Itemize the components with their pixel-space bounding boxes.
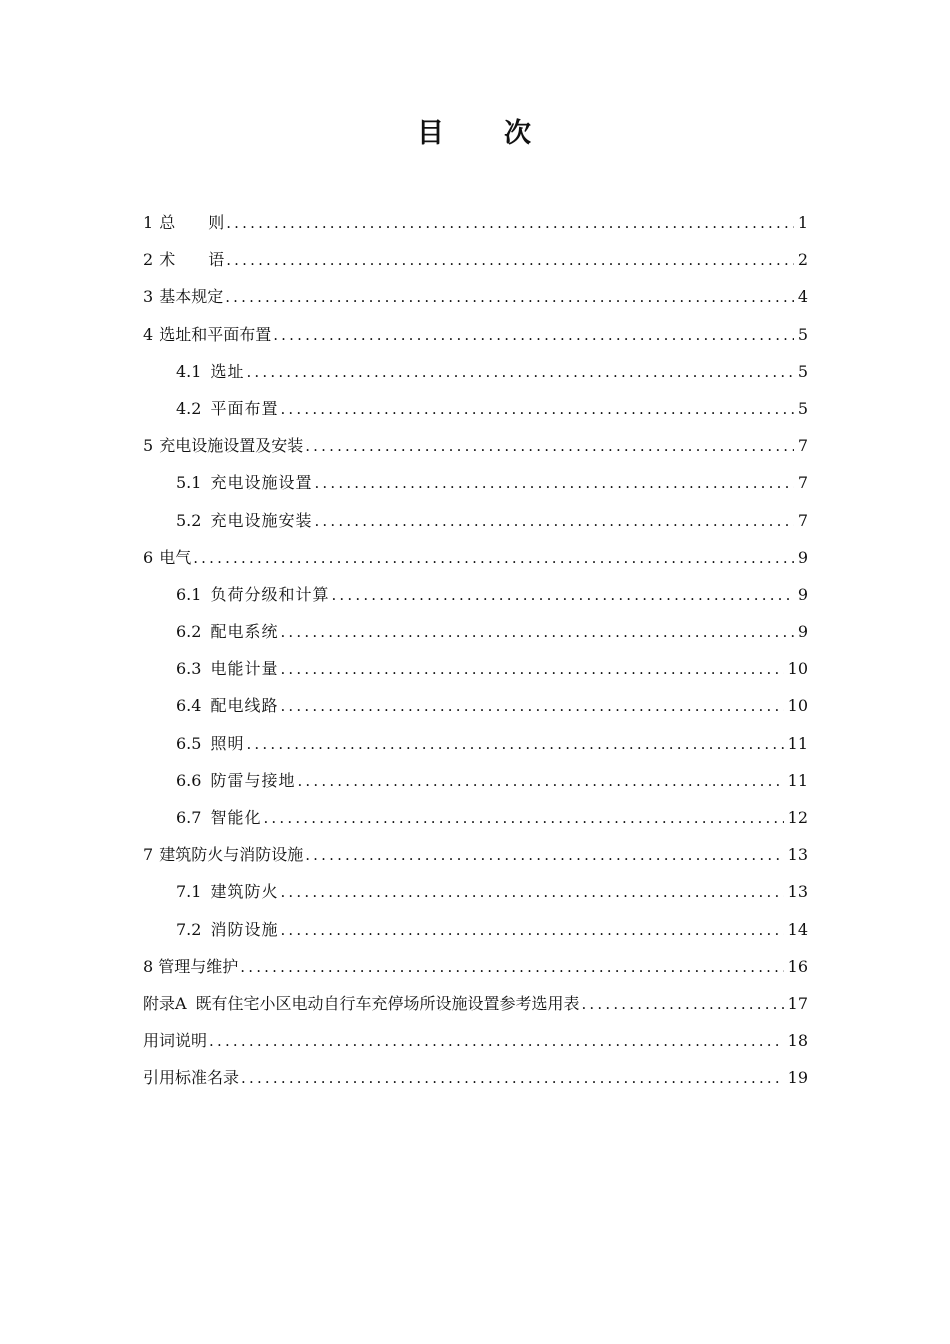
toc-entry-number: 6.4 <box>176 696 202 716</box>
toc-entry-label: 配电线路 <box>210 696 279 716</box>
toc-entry-appendix-a[interactable] <box>143 985 808 1022</box>
toc-entry-label: 电能计量 <box>210 659 279 679</box>
toc-entry-number: 7.1 <box>176 882 202 902</box>
toc-entry-5-2[interactable] <box>143 502 808 539</box>
dot-leader <box>280 912 783 948</box>
toc-entry-label: 引用标准名录 <box>143 1068 240 1088</box>
toc-entry-5[interactable] <box>143 427 808 464</box>
toc-page-number: 17 <box>787 993 808 1013</box>
toc-entry-label: 建筑防火 <box>210 882 279 902</box>
toc-entry-4-2[interactable] <box>143 390 808 427</box>
toc-entry-7[interactable] <box>143 836 808 873</box>
toc-entry-4-1[interactable] <box>143 353 808 390</box>
dot-leader <box>226 242 794 278</box>
dot-leader <box>305 428 794 464</box>
dot-leader <box>581 986 783 1022</box>
dot-leader <box>280 874 783 910</box>
toc-entry-number: 5 <box>143 436 154 456</box>
toc-entry-wording[interactable] <box>143 1022 808 1059</box>
toc-entry-label: 充电设施安装 <box>210 510 313 530</box>
dot-leader <box>280 688 783 724</box>
toc-page-number: 9 <box>797 584 808 604</box>
toc-entry-number: 7 <box>143 845 154 865</box>
toc-page-number: 7 <box>797 510 808 530</box>
toc-entry-7-2[interactable] <box>143 911 808 948</box>
toc-entry-label <box>159 241 224 278</box>
toc-page-number: 7 <box>797 436 808 456</box>
toc-page-number: 10 <box>787 696 808 716</box>
dot-leader <box>280 614 793 650</box>
toc-page-number: 12 <box>787 808 808 827</box>
toc-entry-label: 用词说明 <box>143 1031 208 1051</box>
toc-entry-6-3[interactable] <box>143 650 808 687</box>
toc-entry-6-2[interactable] <box>143 613 808 650</box>
dot-leader <box>314 465 793 501</box>
toc-entry-number: 附录A <box>143 993 187 1013</box>
dot-leader <box>209 1023 784 1059</box>
dot-leader <box>273 317 794 353</box>
toc-entry-number: 6.3 <box>176 659 202 679</box>
dot-leader <box>314 503 793 539</box>
table-of-contents <box>143 204 808 1097</box>
toc-page-number: 4 <box>797 287 808 307</box>
dot-leader <box>241 1060 784 1096</box>
toc-page-number: 11 <box>787 733 808 753</box>
toc-entry-label: 配电系统 <box>210 622 279 642</box>
toc-entry-number: 7.2 <box>176 919 202 939</box>
toc-entry-label: 平面布置 <box>210 398 279 418</box>
toc-entry-number: 2 <box>143 250 154 270</box>
toc-entry-label: 防雷与接地 <box>210 770 296 790</box>
dot-leader <box>305 837 783 873</box>
toc-entry-number: 6.1 <box>176 584 202 604</box>
toc-page-number: 19 <box>787 1068 808 1088</box>
toc-page-number: 14 <box>787 919 808 939</box>
toc-entry-label: 消防设施 <box>210 919 279 939</box>
toc-entry-6[interactable] <box>143 539 808 576</box>
toc-entry-label: 充电设施设置及安装 <box>159 436 304 456</box>
toc-entry-7-1[interactable] <box>143 873 808 910</box>
dot-leader <box>280 391 793 427</box>
toc-page-number: 13 <box>787 882 808 902</box>
toc-entry-label: 既有住宅小区电动自行车充停场所设施设置参考选用表 <box>195 993 580 1013</box>
toc-page-number: 16 <box>787 956 808 976</box>
toc-entry-6-1[interactable] <box>143 576 808 613</box>
toc-entry-number: 3 <box>143 287 154 307</box>
toc-page-number: 2 <box>797 250 808 270</box>
toc-entry-number: 1 <box>143 213 154 232</box>
toc-entry-label: 智能化 <box>210 808 262 827</box>
toc-page-number: 18 <box>787 1031 808 1051</box>
toc-page-number: 9 <box>797 547 808 567</box>
toc-entry-number: 4.1 <box>176 361 202 381</box>
toc-entry-3[interactable] <box>143 278 808 315</box>
toc-entry-label: 负荷分级和计算 <box>210 584 330 604</box>
toc-entry-label <box>159 204 224 241</box>
toc-entry-label: 充电设施设置 <box>210 473 313 493</box>
dot-leader <box>240 949 783 985</box>
toc-entry-label: 基本规定 <box>159 287 224 307</box>
toc-entry-2[interactable] <box>143 241 808 278</box>
toc-page-number: 5 <box>797 324 808 344</box>
toc-page-number: 11 <box>787 770 808 790</box>
title-char-1: 目 <box>417 118 446 149</box>
dot-leader <box>226 205 794 241</box>
toc-entry-6-5[interactable] <box>143 725 808 762</box>
toc-entry-6-7[interactable] <box>143 799 808 836</box>
toc-entry-5-1[interactable] <box>143 464 808 501</box>
toc-entry-label-part: 术 <box>159 250 176 270</box>
toc-page-number: 7 <box>797 473 808 493</box>
toc-entry-number: 6 <box>143 547 154 567</box>
toc-entry-label: 选址和平面布置 <box>159 324 272 344</box>
toc-entry-6-4[interactable] <box>143 687 808 724</box>
toc-entry-label: 选址 <box>210 361 245 381</box>
toc-page-number: 1 <box>797 213 808 232</box>
toc-entry-1[interactable] <box>143 204 808 241</box>
toc-entry-label: 照明 <box>210 733 245 753</box>
toc-entry-label-part: 则 <box>208 213 225 232</box>
toc-entry-number: 6.6 <box>176 770 202 790</box>
title-char-2: 次 <box>504 118 533 149</box>
toc-entry-references[interactable] <box>143 1059 808 1096</box>
toc-entry-6-6[interactable] <box>143 762 808 799</box>
dot-leader <box>280 651 783 687</box>
toc-entry-number: 6.2 <box>176 622 202 642</box>
toc-entry-label-part: 语 <box>208 250 225 270</box>
toc-entry-label-part: 总 <box>159 213 176 232</box>
toc-page-number: 9 <box>797 622 808 642</box>
dot-leader <box>297 763 783 799</box>
toc-page-number: 13 <box>787 845 808 865</box>
toc-page-number: 5 <box>797 398 808 418</box>
toc-entry-number: 6.5 <box>176 733 202 753</box>
toc-entry-number: 6.7 <box>176 808 202 827</box>
dot-leader <box>225 279 794 315</box>
toc-entry-label: 电气 <box>159 547 192 567</box>
toc-entry-number: 5.1 <box>176 473 202 493</box>
dot-leader <box>331 577 793 613</box>
dot-leader <box>246 354 793 390</box>
dot-leader <box>193 540 794 576</box>
toc-page-number: 10 <box>787 659 808 679</box>
dot-leader <box>246 726 783 762</box>
toc-entry-number: 4 <box>143 324 154 344</box>
toc-page-number: 5 <box>797 361 808 381</box>
toc-entry-8[interactable] <box>143 948 808 985</box>
toc-entry-4[interactable] <box>143 316 808 353</box>
page-title <box>0 112 950 156</box>
dot-leader <box>263 800 783 836</box>
toc-entry-number: 4.2 <box>176 398 202 418</box>
toc-entry-number: 5.2 <box>176 510 202 530</box>
toc-entry-label: 8 管理与维护 <box>143 956 239 976</box>
toc-entry-label: 建筑防火与消防设施 <box>159 845 304 865</box>
